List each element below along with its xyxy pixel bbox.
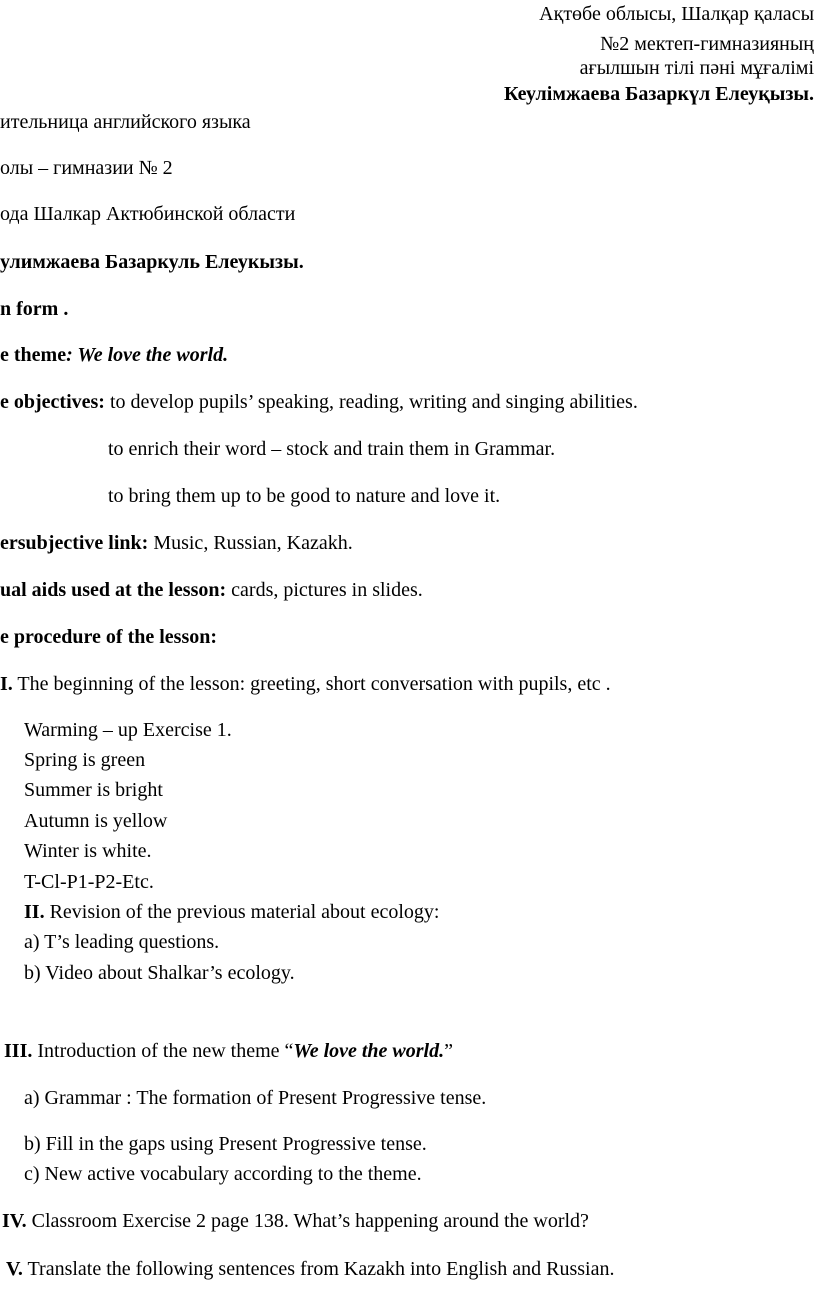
lesson-aids [0, 578, 423, 602]
poem-line-3: Autumn is yellow [24, 810, 168, 832]
link-value: Music, Russian, Kazakh. [148, 532, 353, 554]
poem-line-4: Winter is white. [24, 840, 152, 862]
step-iv [2, 1209, 589, 1233]
lesson-form: n form . [0, 298, 69, 320]
objectives-label: e objectives: [0, 391, 105, 413]
warmup: Warming – up Exercise 1. [24, 719, 232, 741]
step-ii [24, 900, 439, 924]
poem-line-2: Summer is bright [24, 779, 163, 801]
step-ii-b: b) Video about Shalkar’s ecology. [24, 962, 295, 984]
aids-value: cards, pictures in slides. [226, 579, 423, 601]
lesson-objectives [0, 390, 638, 414]
step-i-number: I. [0, 673, 13, 695]
header-teacher-name: Кеулімжаева Базаркүл Елеуқызы. [503, 83, 814, 105]
step-iv-text: Classroom Exercise 2 page 138. What’s happening around the world? [26, 1210, 589, 1232]
theme-label: e theme [0, 344, 67, 366]
step-iii-c: c) New active vocabulary according to the theme. [24, 1163, 422, 1185]
objectives-3: to bring them up to be good to nature and love it. [108, 485, 501, 507]
step-iii-text: Introduction of the new theme “ [32, 1040, 294, 1062]
interaction-scheme: T-Cl-P1-P2-Etc. [24, 871, 154, 893]
poem-line-1: Spring is green [24, 749, 146, 771]
russian-position: ительница английского языка [0, 111, 251, 133]
russian-school: олы – гимназии № 2 [0, 157, 173, 179]
lesson-theme [0, 343, 228, 367]
step-ii-a: a) T’s leading questions. [24, 931, 220, 953]
step-v [6, 1257, 614, 1281]
step-iii-a: a) Grammar : The formation of Present Progressive tense. [24, 1087, 487, 1109]
step-iv-number: IV. [2, 1210, 27, 1232]
aids-label: ual aids used at the lesson: [0, 579, 227, 601]
step-iii-number: III. [4, 1040, 33, 1062]
step-ii-number: II. [24, 901, 45, 923]
header-region: Ақтөбе облысы, Шалқар қаласы [539, 3, 814, 25]
theme-value: We love the world. [72, 344, 229, 366]
step-i-text: The beginning of the lesson: greeting, short conversation with pupils, etc . [12, 673, 611, 695]
step-v-number: V. [6, 1258, 23, 1280]
russian-city: ода Шалкар Актюбинской области [0, 203, 296, 225]
link-label: ersubjective link: [0, 532, 149, 554]
header-position: ағылшын тілі пәні мұғалімі [579, 57, 814, 79]
step-i [0, 672, 611, 696]
step-iii-close: ” [444, 1040, 454, 1062]
procedure-heading: e procedure of the lesson: [0, 626, 218, 648]
step-v-text: Translate the following sentences from Kazakh into English and Russian. [22, 1258, 615, 1280]
header-school: №2 мектеп-гимназияның [600, 33, 814, 55]
step-iii-theme: We love the world. [293, 1040, 445, 1062]
lesson-link [0, 531, 353, 555]
step-ii-text: Revision of the previous material about ecology: [44, 901, 440, 923]
theme-colon: : [66, 344, 73, 366]
step-iii-b: b) Fill in the gaps using Present Progressive tense. [24, 1133, 427, 1155]
objectives-1: to develop pupils’ speaking, reading, writing and singing abilities. [104, 391, 638, 413]
step-iii [4, 1039, 453, 1063]
russian-teacher-name: улимжаева Базаркуль Елеукызы. [0, 251, 304, 273]
objectives-2: to enrich their word – stock and train them in Grammar. [108, 438, 556, 460]
